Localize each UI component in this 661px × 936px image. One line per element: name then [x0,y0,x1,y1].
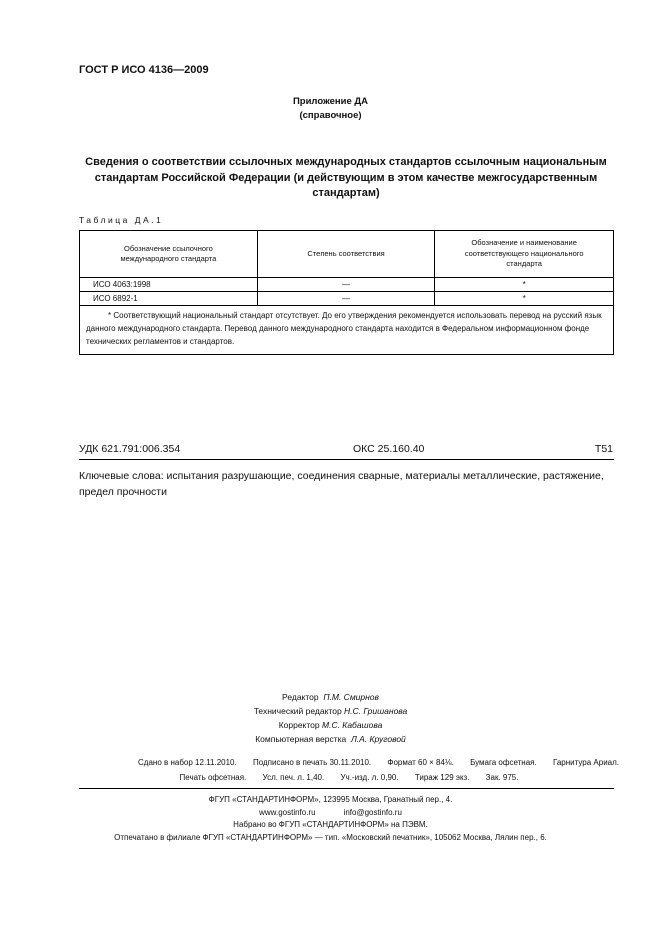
category-code: Т51 [594,443,613,455]
cell-national-standard: * [435,292,614,306]
publisher-printed: Отпечатано в филиале ФГУП «СТАНДАРТИНФОРМ» — тип. «Московский печатник», 105062 Москва, Лялин пер., 6. [114,832,547,842]
annex-heading: Сведения о соответствии ссылочных международных стандартов ссылочным национальным стандартам Российской Федерации (и действующим в этом качестве межгосударственным стандартам) [85,156,607,199]
publisher-email[interactable]: info@gostinfo.ru [343,807,402,817]
table-label: Таблица ДА.1 [79,215,164,225]
credit-editor: Редактор П.М. Смирнов [282,692,379,702]
print-info-line2: Печать офсетная. Усл. печ. л. 1,40. Уч.-изд. л. 0,90. Тираж 129 экз. Зак. 975. [179,772,519,782]
publisher-contacts [0,807,661,820]
table-header-row [80,231,614,278]
cell-national-standard: * [435,278,614,292]
cell-intl-standard: ИСО 6892-1 [80,292,258,306]
publisher-info [0,794,661,844]
footnote-text: * Соответствующий национальный стандарт отсутствует. До его утверждения рекомендуется использовать перевод на русский язык данного международного стандарта. Перевод данного международного стандарта находится в Федеральном информационном фонде технических регламентов и стандартов. [86,311,602,346]
table-note-row [80,306,614,355]
header-intl-standard: Обозначение ссылочного международного стандарта [80,231,258,278]
publisher-typeset: Набрано во ФГУП «СТАНДАРТИНФОРМ» на ПЭВМ. [233,820,428,829]
annex-subtitle: (справочное) [299,110,362,121]
print-info-line1: Сдано в набор 12.11.2010. Подписано в печать 30.11.2010. Формат 60 × 84⅛. Бумага офсетная. Гарнитура Ариал. [138,758,619,767]
standard-designation: ГОСТ Р ИСО 4136—2009 [79,64,209,76]
keywords: Ключевые слова: испытания разрушающие, соединения сварные, материалы металлические, растяжение, предел прочности [79,470,604,498]
table-footnote [80,306,614,355]
publisher-site[interactable]: www.gostinfo.ru [259,807,316,817]
credits-block [0,690,661,746]
udk-code: УДК 621.791:006.354 [79,443,181,455]
correspondence-table [79,230,614,355]
oks-code: ОКС 25.160.40 [353,443,425,455]
credit-tech-editor: Технический редактор Н.С. Гришанова [253,706,408,716]
table-row [80,278,614,292]
divider [79,459,614,460]
print-info [79,756,619,785]
credit-proofreader: Корректор М.С. Кабашова [278,720,383,730]
annex-title: Приложение ДА [292,96,369,107]
header-degree: Степень соответствия [257,231,435,278]
header-national-standard: Обозначение и наименование соответствующего национального стандарта [435,231,614,278]
divider [79,788,614,789]
cell-degree: — [257,292,435,306]
cell-degree: — [257,278,435,292]
publisher-address: ФГУП «СТАНДАРТИНФОРМ», 123995 Москва, Гранатный пер., 4. [208,795,453,804]
table-row [80,292,614,306]
credit-layout: Компьютерная верстка Л.А. Круговой [255,734,406,744]
cell-intl-standard: ИСО 4063:1998 [80,278,258,292]
